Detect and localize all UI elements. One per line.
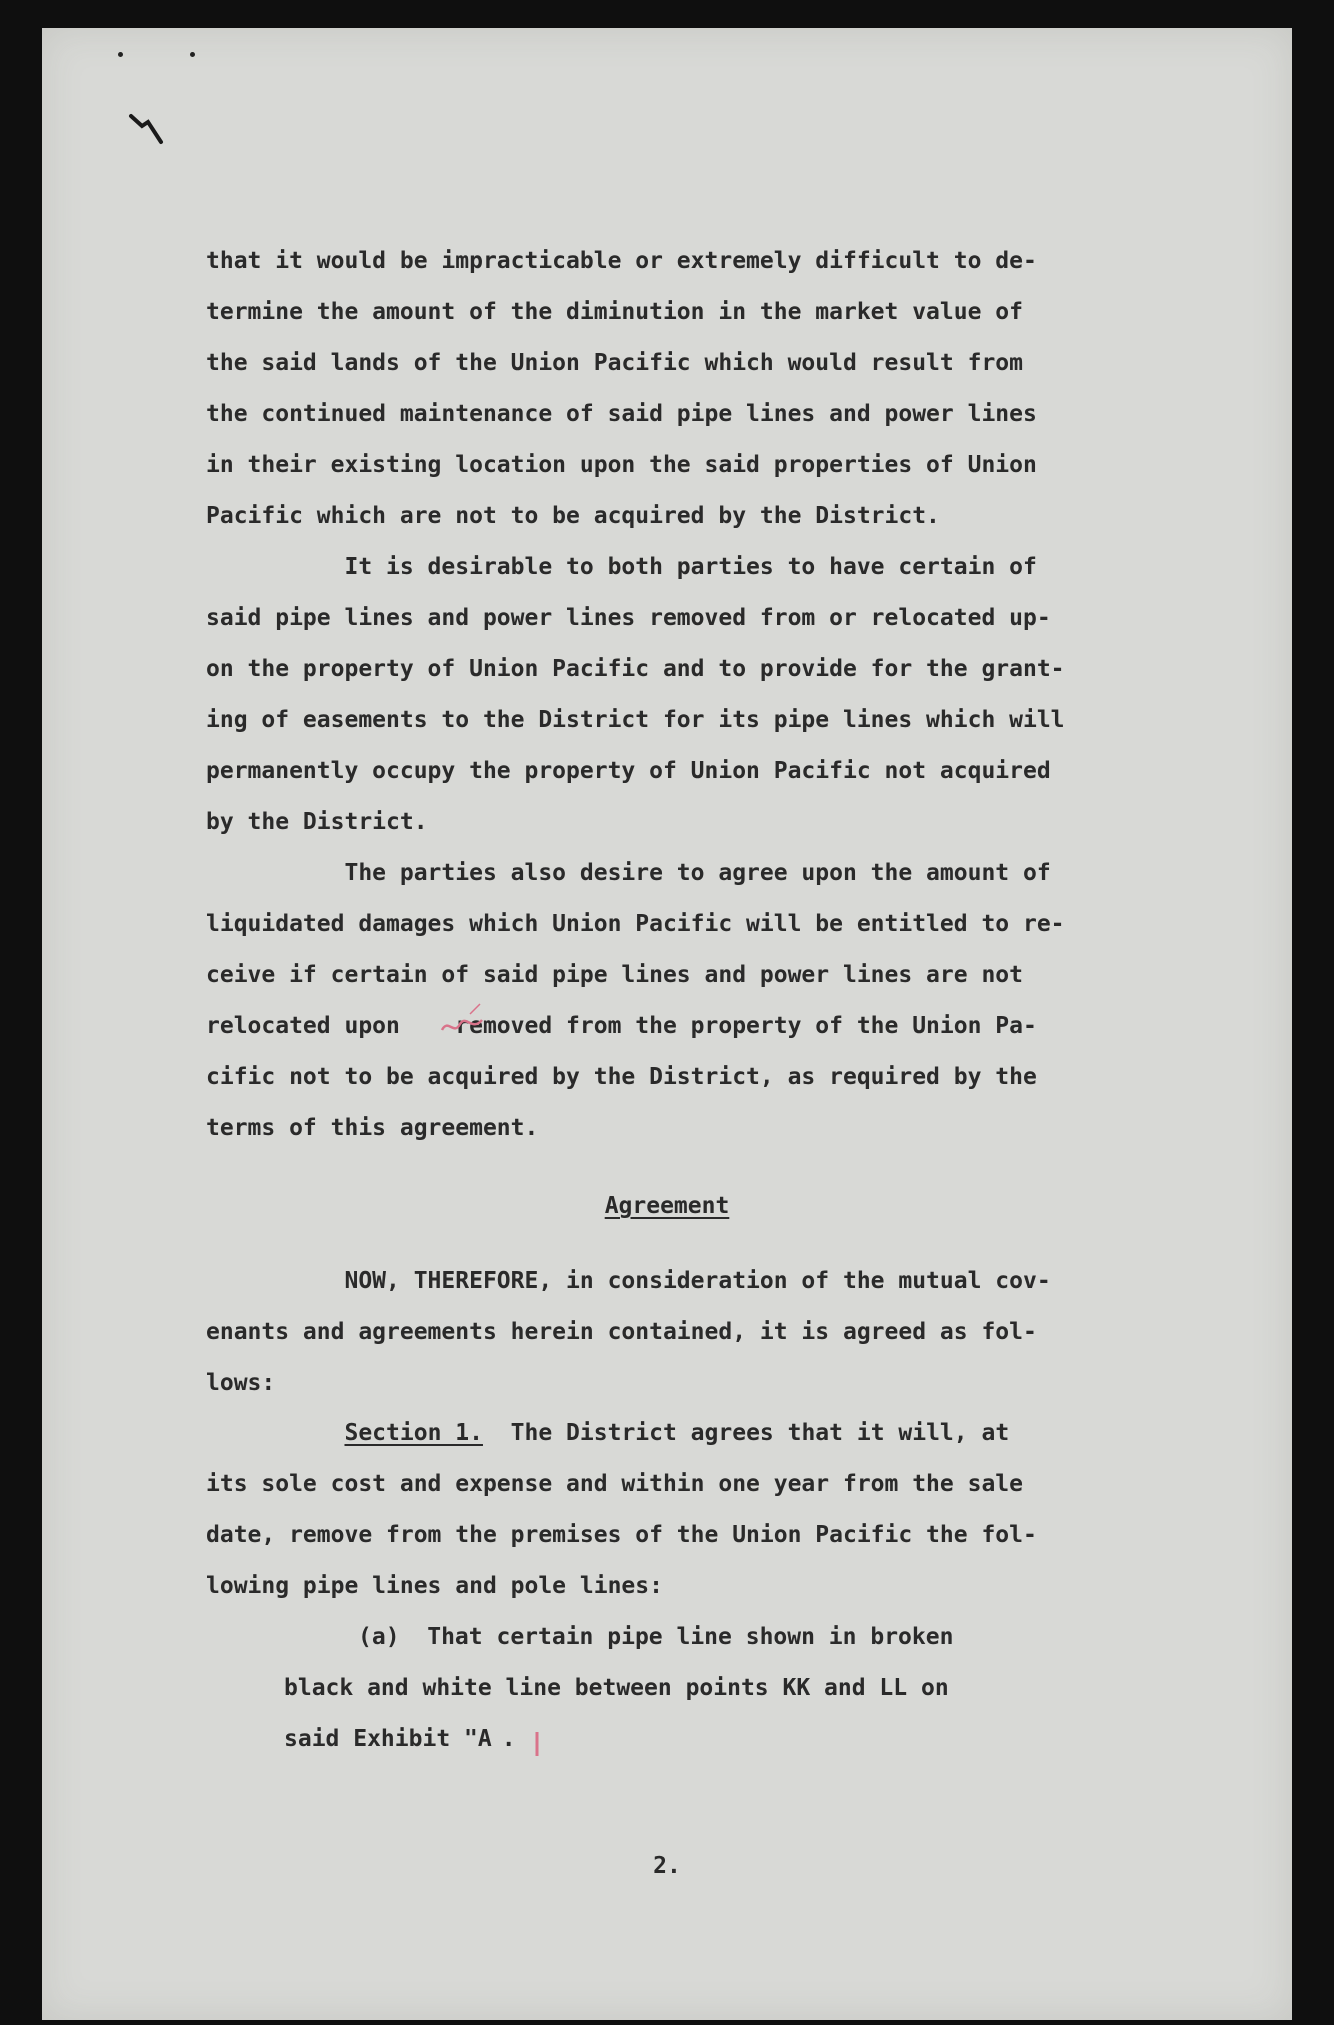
red-pencil-mark bbox=[532, 1730, 542, 1758]
text-line: relocated upon removed from the property of the Union Pa- bbox=[206, 1013, 1037, 1039]
text-line: the continued maintenance of said pipe lines and power lines bbox=[206, 401, 1037, 427]
text-line: Pacific which are not to be acquired by the District. bbox=[206, 503, 940, 529]
text-line: lowing pipe lines and pole lines: bbox=[206, 1573, 663, 1599]
text-line: It is desirable to both parties to have certain of bbox=[206, 554, 1037, 580]
punch-dot bbox=[190, 52, 195, 57]
section-heading-line bbox=[206, 1422, 1009, 1445]
red-pencil-correction bbox=[438, 1000, 486, 1038]
page-number: 2. bbox=[653, 1853, 681, 1879]
text-line: by the District. bbox=[206, 809, 428, 835]
section-1-title: Section 1. bbox=[344, 1420, 483, 1446]
text-line: liquidated damages which Union Pacific will be entitled to re- bbox=[206, 911, 1065, 937]
text-line: lows: bbox=[206, 1370, 276, 1396]
text-line: NOW, THEREFORE, in consideration of the mutual cov- bbox=[206, 1268, 1051, 1294]
text-line: the said lands of the Union Pacific which would result from bbox=[206, 350, 1023, 376]
heading-text: Agreement bbox=[604, 1193, 730, 1219]
document-body bbox=[206, 248, 1065, 1752]
text-line: enants and agreements herein contained, it is agreed as fol- bbox=[206, 1319, 1037, 1345]
text-line: ing of easements to the District for its pipe lines which will bbox=[206, 707, 1065, 733]
text-line: black and white line between points KK and LL on bbox=[284, 1675, 949, 1701]
agreement-heading bbox=[0, 1195, 1334, 1218]
text-line: said pipe lines and power lines removed from or relocated up- bbox=[206, 605, 1051, 631]
text-span: The District agrees that it will, at bbox=[482, 1420, 1010, 1446]
punch-dot bbox=[118, 52, 123, 57]
text-line: its sole cost and expense and within one year from the sale bbox=[206, 1471, 1023, 1497]
text-span: . bbox=[501, 1726, 516, 1752]
text-line: termine the amount of the diminution in the market value of bbox=[206, 299, 1023, 325]
text-line: (a) That certain pipe line shown in broken bbox=[358, 1624, 954, 1650]
text-line: cific not to be acquired by the District, as required by the bbox=[206, 1064, 1037, 1090]
text-line: The parties also desire to agree upon the amount of bbox=[206, 860, 1051, 886]
text-line: on the property of Union Pacific and to provide for the grant- bbox=[206, 656, 1065, 682]
text-line: that it would be impracticable or extremely difficult to de- bbox=[206, 248, 1037, 274]
handwritten-tick-mark bbox=[128, 112, 164, 148]
text-line bbox=[284, 1728, 516, 1751]
text-line: ceive if certain of said pipe lines and power lines are not bbox=[206, 962, 1023, 988]
text-line: permanently occupy the property of Union Pacific not acquired bbox=[206, 758, 1051, 784]
text-line: terms of this agreement. bbox=[206, 1115, 539, 1141]
text-span: said Exhibit "A bbox=[284, 1726, 492, 1752]
text-line: in their existing location upon the said properties of Union bbox=[206, 452, 1037, 478]
text-line: date, remove from the premises of the Union Pacific the fol- bbox=[206, 1522, 1037, 1548]
